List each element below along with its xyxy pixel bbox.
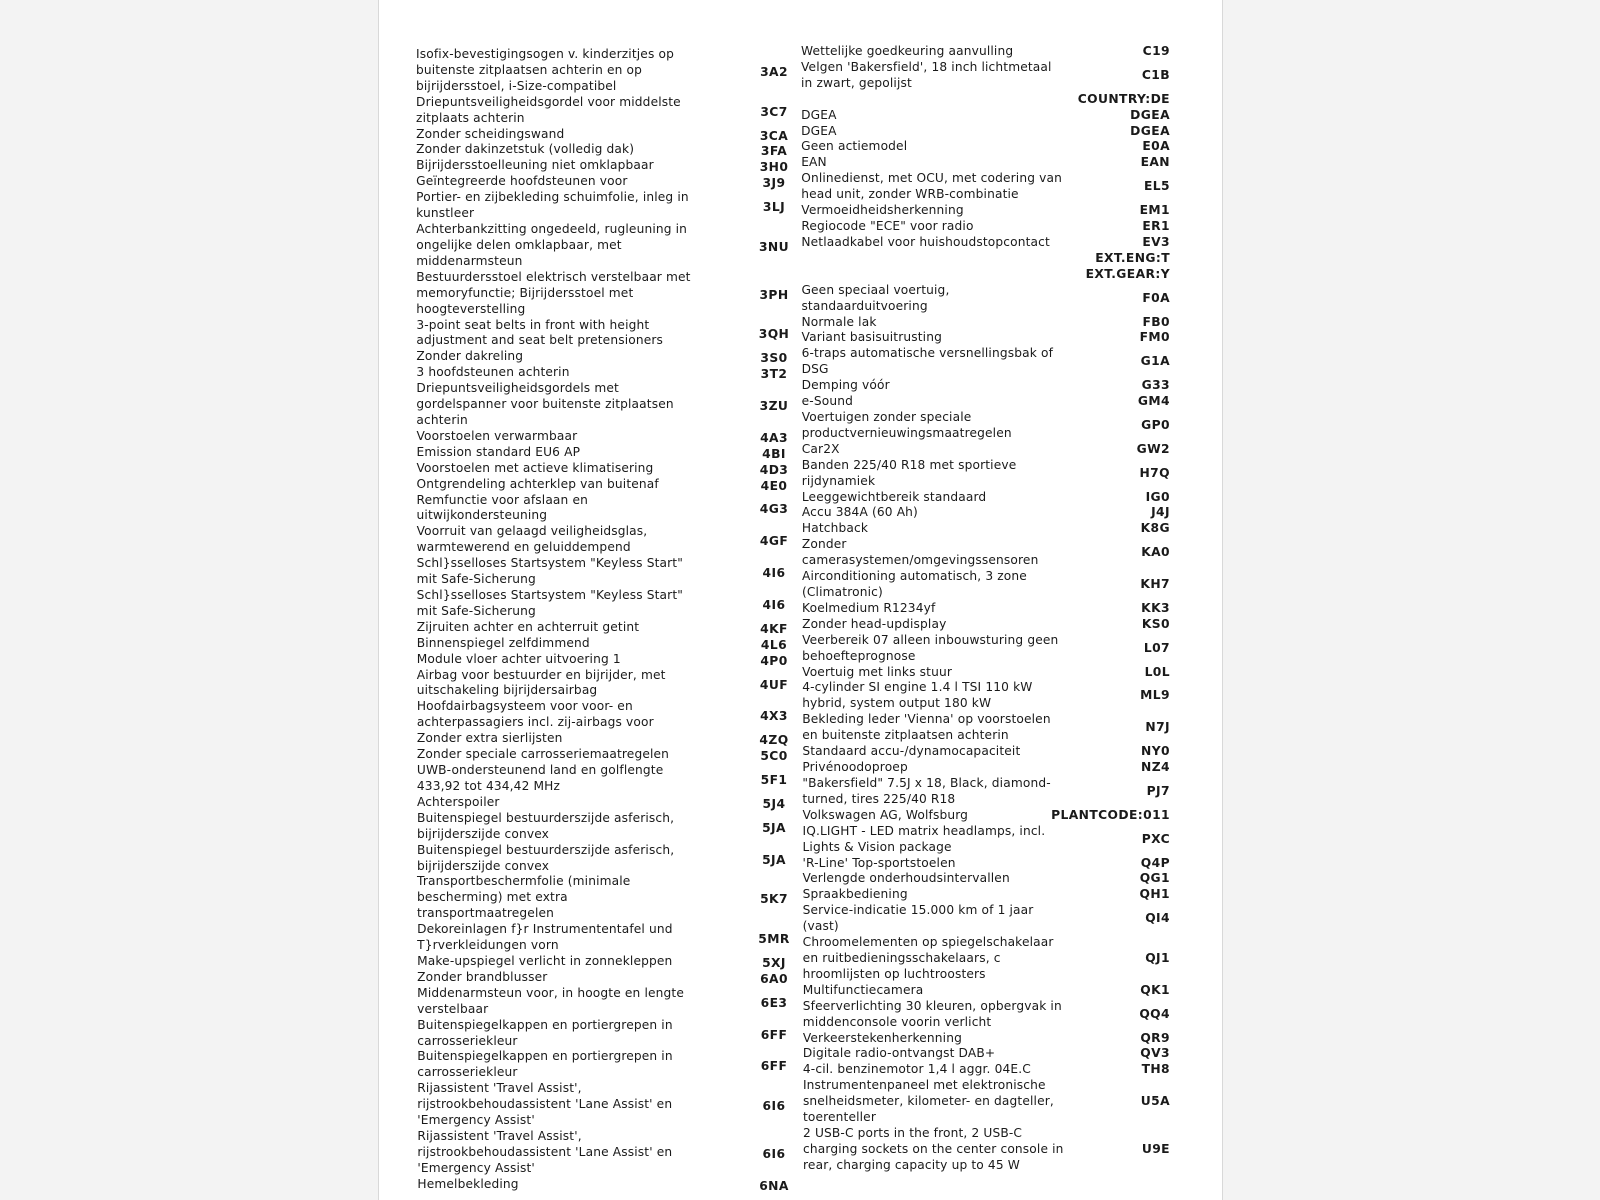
option-code: 6I6 xyxy=(762,1146,786,1161)
option-description xyxy=(802,824,1045,856)
option-description-line: rear, charging capacity up to 45 W xyxy=(803,1157,1020,1172)
option-code: 6FF xyxy=(760,1059,788,1074)
option-code: 6I6 xyxy=(762,1099,786,1114)
option-description xyxy=(802,744,1020,760)
option-code: QH1 xyxy=(1139,887,1170,902)
option-description-line: Geen speciaal voertuig, xyxy=(801,282,950,297)
option-description-line: Module vloer achter uitvoering 1 xyxy=(416,651,621,666)
option-description-line: carrosseriekleur xyxy=(417,1033,518,1048)
option-description-line: verstelbaar xyxy=(417,1001,489,1016)
option-description-line: Portier- en zijbekleding schuimfolie, inleg in xyxy=(416,190,689,205)
option-code: 3S0 xyxy=(760,351,788,366)
option-description-line: (vast) xyxy=(802,919,839,934)
option-description-line: Ontgrendeling achterklep van buitenaf xyxy=(416,476,659,491)
option-description-line: uitschakeling bijrijdersairbag xyxy=(416,683,598,698)
option-code: EAN xyxy=(1140,155,1170,170)
option-description-line: gordelspanner voor buitenste zitplaatsen xyxy=(416,397,674,412)
option-description-line: 4-cil. benzinemotor 1,4 l aggr. 04E.C xyxy=(802,1062,1031,1077)
option-description-line: e-Sound xyxy=(801,394,853,409)
option-description-line: Geen actiemodel xyxy=(801,139,908,154)
option-description-line: behoefteprognose xyxy=(802,648,916,663)
option-code: 4G3 xyxy=(759,502,789,517)
option-code: EXT.ENG:T xyxy=(1095,250,1170,265)
option-description-line: kunstleer xyxy=(416,206,475,221)
option-description-line: Digitale radio-ontvangst DAB+ xyxy=(802,1046,996,1061)
option-description-line: rijstrookbehoudassistent 'Lane Assist' en xyxy=(417,1144,673,1159)
option-description xyxy=(802,458,1017,490)
option-code: KK3 xyxy=(1141,600,1170,615)
option-description-line: Instrumentenpaneel met elektronische xyxy=(802,1078,1046,1093)
option-code: PJ7 xyxy=(1146,783,1170,798)
option-description-line: Bijrijdersstoelleuning niet omklapbaar xyxy=(416,158,654,173)
option-description xyxy=(802,505,918,521)
option-description xyxy=(803,999,1062,1031)
option-description xyxy=(803,887,908,903)
option-description-line: Variant basisuitrusting xyxy=(801,330,942,345)
option-code: GP0 xyxy=(1141,417,1170,432)
option-description-line: Banden 225/40 R18 met sportieve xyxy=(801,457,1017,472)
option-description xyxy=(803,983,924,999)
option-description-line: Zijruiten achter en achterruit getint xyxy=(416,619,640,634)
option-description-line: ongelijke delen omklapbaar, met xyxy=(416,237,622,252)
option-code: 5JA xyxy=(762,820,786,835)
option-description-line: 6-traps automatische versnellingsbak of xyxy=(801,346,1054,361)
option-description-line: Zonder extra sierlijsten xyxy=(416,731,563,746)
option-description xyxy=(802,490,986,506)
option-code: C1B xyxy=(1141,67,1170,82)
option-code: 4ZQ xyxy=(759,733,789,748)
option-description xyxy=(802,394,853,410)
option-description-line: snelheidsmeter, kilometer- en dagteller, xyxy=(802,1094,1054,1109)
option-code: PXC xyxy=(1141,831,1170,846)
option-description-line: Verkeerstekenherkenning xyxy=(802,1030,962,1045)
option-description-line: productvernieuwingsmaatregelen xyxy=(801,425,1012,440)
option-description-line: Rijassistent 'Travel Assist', xyxy=(417,1081,582,1096)
option-code: 5JA xyxy=(762,852,786,867)
option-description-line: zitplaats achterin xyxy=(416,110,525,125)
option-description-line: Zonder speciale carrosseriemaatregelen xyxy=(416,747,670,762)
option-description-line: Airconditioning automatisch, 3 zone xyxy=(801,569,1027,584)
option-description xyxy=(803,903,1034,935)
option-description-line: Voorruit van gelaagd veiligheidsglas, xyxy=(416,524,648,539)
option-description-line: 3-point seat belts in front with height xyxy=(416,317,650,332)
option-description-line: Vermoeidheidsherkenning xyxy=(801,203,964,218)
option-description-line: Accu 384A (60 Ah) xyxy=(801,505,918,520)
option-code: J4J xyxy=(1151,505,1170,520)
option-code: KS0 xyxy=(1141,616,1170,631)
option-code: COUNTRY:DE xyxy=(1077,91,1170,106)
option-description xyxy=(803,1126,1064,1174)
option-description-line: Multifunctiecamera xyxy=(802,982,924,997)
option-description xyxy=(802,712,1050,744)
option-code: 3J9 xyxy=(762,176,786,191)
option-description-line: Verlengde onderhoudsintervallen xyxy=(802,871,1010,886)
option-description xyxy=(801,44,1013,60)
option-description-line: Driepuntsveiligheidsgordels met xyxy=(416,381,619,396)
option-code: 5K7 xyxy=(760,892,788,907)
option-description xyxy=(801,108,836,124)
option-description-line: Rijassistent 'Travel Assist', xyxy=(417,1129,582,1144)
option-description xyxy=(802,808,968,824)
option-description-line: Zonder dakinzetstuk (volledig dak) xyxy=(416,142,635,157)
option-description-line: Zonder dakreling xyxy=(416,349,524,364)
option-code: 3NU xyxy=(758,239,790,254)
option-description xyxy=(801,60,1052,92)
option-description-line: Hoofdairbagsysteem voor voor- en xyxy=(416,699,633,714)
option-description xyxy=(802,315,877,331)
option-code: NY0 xyxy=(1141,744,1170,759)
option-description-line: turned, tires 225/40 R18 xyxy=(802,791,956,806)
option-description xyxy=(802,633,1058,665)
option-code: 6FF xyxy=(760,1027,788,1042)
option-description-line: Buitenspiegel bestuurderszijde asferisch, xyxy=(417,842,675,857)
option-code: GM4 xyxy=(1137,394,1170,409)
option-description-line: Sfeerverlichting 30 kleuren, opbergvak in xyxy=(802,998,1062,1013)
option-description-line: mit Safe-Sicherung xyxy=(416,572,536,587)
option-description-line: en ruitbedieningsschakelaars, c xyxy=(802,950,1001,965)
option-description-line: 4-cylinder SI engine 1.4 l TSI 110 kW xyxy=(802,680,1033,695)
option-description-line: Voertuig met links stuur xyxy=(802,664,952,679)
option-code: L07 xyxy=(1143,640,1170,655)
option-description xyxy=(802,569,1027,601)
option-description-line: hybrid, system output 180 kW xyxy=(802,696,992,711)
option-code: FM0 xyxy=(1139,330,1170,345)
option-code: G1A xyxy=(1140,354,1170,369)
option-code: 4GF xyxy=(759,534,789,549)
option-description-line: Service-indicatie 15.000 km of 1 jaar xyxy=(802,903,1034,918)
option-description-line: bijrijderszijde convex xyxy=(417,858,550,873)
option-code: 4KF xyxy=(760,621,788,636)
option-code: EL5 xyxy=(1144,179,1170,194)
option-code: 4L6 xyxy=(760,637,788,652)
option-code: C19 xyxy=(1142,44,1170,58)
option-description-line: toerenteller xyxy=(802,1110,876,1125)
option-description-line: Schl}sselloses Startsystem "Keyless Start" xyxy=(416,556,683,571)
option-code: L0L xyxy=(1144,664,1170,679)
option-description-line: mit Safe-Sicherung xyxy=(416,603,536,618)
option-description-line: UWB-ondersteunend land en golflengte xyxy=(416,763,664,778)
option-description-line: Hatchback xyxy=(801,521,869,536)
option-code: 5XJ xyxy=(762,955,786,970)
option-code: 4D3 xyxy=(759,462,789,477)
option-code: DGEA xyxy=(1130,123,1170,138)
option-code: 3PH xyxy=(759,287,789,302)
option-description xyxy=(802,378,890,394)
option-code: QR9 xyxy=(1140,1030,1170,1045)
option-description-line: Emission standard EU6 AP xyxy=(416,444,581,459)
option-description-line: DGEA xyxy=(801,107,837,122)
option-code: 6NA xyxy=(759,1178,789,1193)
option-code: 3C7 xyxy=(760,104,788,119)
option-description-line: Bestuurdersstoel elektrisch verstelbaar met xyxy=(416,269,691,284)
option-code: 5F1 xyxy=(760,773,788,787)
option-description-line: adjustment and seat belt pretensioners xyxy=(416,333,664,348)
option-description-line: 2 USB-C ports in the front, 2 USB-C xyxy=(803,1126,1023,1141)
option-description-line: Dekoreinlagen f}r Instrumententafel und xyxy=(417,922,673,937)
option-description-line: Veerbereik 07 alleen inbouwsturing geen xyxy=(802,632,1059,647)
option-description xyxy=(802,760,908,776)
option-code: 4UF xyxy=(759,677,789,692)
option-code: 3QH xyxy=(758,327,790,342)
option-description-line: Zonder head-updisplay xyxy=(802,616,947,631)
option-code: N7J xyxy=(1145,720,1170,735)
option-description-line: Transportbeschermfolie (minimale xyxy=(417,874,631,889)
option-description-line: uitwijkondersteuning xyxy=(416,508,548,523)
option-description-line: Middenarmsteun voor, in hoogte en lengte xyxy=(417,985,684,1000)
option-description xyxy=(803,1046,995,1062)
option-description-line: standaarduitvoering xyxy=(801,298,928,313)
option-code: F0A xyxy=(1142,290,1170,305)
option-code: ML9 xyxy=(1140,688,1170,703)
option-description-line: Chroomelementen op spiegelschakelaar xyxy=(802,935,1054,950)
option-code: 4X3 xyxy=(760,709,788,724)
option-description-line: DGEA xyxy=(801,123,837,138)
option-code: QI4 xyxy=(1145,911,1170,926)
option-description-line: T}rverkleidungen vorn xyxy=(417,938,559,953)
option-code: 5MR xyxy=(758,932,790,947)
option-code: 4BI xyxy=(762,446,786,461)
option-description xyxy=(802,537,1039,569)
option-description xyxy=(801,235,1050,251)
option-description xyxy=(803,1078,1054,1126)
option-description-line: Isofix-bevestigingsogen v. kinderzitjes op xyxy=(416,47,674,61)
option-description xyxy=(802,680,1032,712)
option-description-line: bijrijdersstoel, i-Size-compatibel xyxy=(416,78,617,93)
option-code: QQ4 xyxy=(1139,1006,1170,1021)
option-description xyxy=(803,1062,1031,1078)
option-description-line: Driepuntsveiligheidsgordel voor middelste xyxy=(416,94,681,109)
option-description xyxy=(802,665,952,681)
option-description xyxy=(802,330,942,346)
option-description-line: Zonder scheidingswand xyxy=(416,126,565,141)
option-description-line: Standaard accu-/dynamocapaciteit xyxy=(802,744,1021,759)
option-description xyxy=(802,442,840,458)
option-code: 3T2 xyxy=(760,367,788,382)
option-description-line: Lights & Vision package xyxy=(802,839,952,854)
option-description xyxy=(801,124,836,140)
option-code: H7Q xyxy=(1139,465,1170,480)
option-description-line: buitenste zitplaatsen achterin en op xyxy=(416,62,643,77)
option-description-line: warmtewerend en geluiddempend xyxy=(416,540,631,555)
option-code: PLANTCODE:011 xyxy=(1051,807,1170,822)
option-description-line: 'R-Line' Top-sportstoelen xyxy=(802,855,956,870)
option-description-line: Leeggewichtbereik standaard xyxy=(801,489,987,504)
option-description xyxy=(801,139,907,155)
option-description-line: rijstrookbehoudassistent 'Lane Assist' en xyxy=(417,1097,673,1112)
option-description-line: Zonder xyxy=(801,537,847,552)
option-description-line: Make-upspiegel verlicht in zonnekleppen xyxy=(417,953,673,968)
option-code: TH8 xyxy=(1141,1062,1170,1077)
option-description xyxy=(802,410,1012,442)
option-description xyxy=(803,871,1010,887)
option-description xyxy=(802,776,1050,808)
option-code: EXT.GEAR:Y xyxy=(1085,266,1170,281)
option-description-line: charging sockets on the center console in xyxy=(803,1141,1064,1156)
option-description-line: 'Emergency Assist' xyxy=(417,1113,535,1128)
option-description xyxy=(801,219,973,235)
option-description-line: IQ.LIGHT - LED matrix headlamps, incl. xyxy=(802,823,1046,838)
option-description xyxy=(802,601,935,617)
option-code: 4E0 xyxy=(760,478,788,493)
option-code: 3ZU xyxy=(759,399,789,414)
option-description-line: Velgen 'Bakersfield', 18 inch lichtmetaal xyxy=(801,59,1052,74)
option-code: G33 xyxy=(1141,378,1170,393)
option-description-line: Regiocode "ECE" voor radio xyxy=(801,219,974,234)
option-description-line: Binnenspiegel zelfdimmend xyxy=(416,635,590,650)
option-code: 5C0 xyxy=(760,749,788,764)
option-description-line: Normale lak xyxy=(801,314,877,329)
option-description xyxy=(803,935,1054,983)
option-description-line: Schl}sselloses Startsystem "Keyless Start" xyxy=(416,588,684,602)
option-description-line: Hemelbekleding xyxy=(417,1176,519,1191)
option-code: EV3 xyxy=(1142,234,1170,249)
option-description-line: Bekleding leder 'Vienna' op voorstoelen xyxy=(802,712,1051,727)
option-description-line: middenarmsteun xyxy=(416,253,523,268)
option-description-line: Achterspoiler xyxy=(416,794,500,809)
option-description-line: hroomlijsten op luchtroosters xyxy=(802,966,986,981)
option-description-line: Koelmedium R1234yf xyxy=(802,600,936,615)
option-code: U5A xyxy=(1140,1094,1170,1109)
option-description xyxy=(803,856,956,872)
option-description-line: Car2X xyxy=(801,441,840,456)
option-description-line: 433,92 tot 434,42 MHz xyxy=(416,778,561,793)
option-description-line: 3 hoofdsteunen achterin xyxy=(416,365,570,380)
option-code: 4A3 xyxy=(760,430,788,445)
option-code: EM1 xyxy=(1139,203,1170,218)
option-description-line: Airbag voor bestuurder en bijrijder, met xyxy=(416,667,666,682)
option-description-line: Volkswagen AG, Wolfsburg xyxy=(802,807,969,822)
option-description xyxy=(801,155,827,171)
option-code: 6A0 xyxy=(760,971,788,986)
option-description-line: hoogteverstelling xyxy=(416,301,526,316)
option-description-line: middenconsole voorin verlicht xyxy=(802,1014,992,1029)
option-code: 4I6 xyxy=(762,566,786,581)
option-code: ER1 xyxy=(1142,219,1170,234)
option-description-line: Voorstoelen verwarmbaar xyxy=(416,428,578,443)
option-code: GW2 xyxy=(1136,441,1170,456)
option-description xyxy=(801,283,949,315)
option-description-line: Geïntegreerde hoofdsteunen voor xyxy=(416,174,628,189)
option-description-line: achterpassagiers incl. zij-airbags voor xyxy=(416,715,654,730)
option-description-line: en buitenste zitplaatsen achterin xyxy=(802,728,1009,743)
option-code: 4I6 xyxy=(762,597,786,612)
option-description-line: "Bakersfield" 7.5J x 18, Black, diamond- xyxy=(802,775,1051,790)
option-description xyxy=(802,617,946,633)
option-code: KA0 xyxy=(1141,545,1170,560)
option-code: IG0 xyxy=(1145,489,1170,504)
option-description-line: camerasystemen/omgevingssensoren xyxy=(801,553,1039,568)
option-description-line: Remfunctie voor afslaan en xyxy=(416,492,588,507)
option-code: 3A2 xyxy=(760,64,788,79)
option-description-line: Buitenspiegelkappen en portiergrepen in xyxy=(417,1049,673,1064)
option-description-line: 'Emergency Assist' xyxy=(417,1160,535,1175)
option-description-line: head unit, zonder WRB-combinatie xyxy=(801,187,1019,202)
option-code: QG1 xyxy=(1139,871,1170,886)
option-code: 3CA xyxy=(759,128,789,143)
option-description-line: memoryfunctie; Bijrijdersstoel met xyxy=(416,285,634,300)
option-description xyxy=(802,521,868,537)
option-description-line: Onlinedienst, met OCU, met codering van xyxy=(801,171,1062,186)
option-code: NZ4 xyxy=(1141,760,1170,775)
option-description xyxy=(802,346,1053,378)
option-description-line: Wettelijke goedkeuring aanvulling xyxy=(801,44,1014,58)
option-description-line: transportmaatregelen xyxy=(417,906,555,921)
option-code: KH7 xyxy=(1140,577,1170,592)
option-code: 4P0 xyxy=(760,653,788,668)
option-description-line: (Climatronic) xyxy=(801,585,883,599)
option-description-line: bijrijderszijde convex xyxy=(416,826,550,841)
option-description-line: Zonder brandblusser xyxy=(417,969,548,984)
option-code: QV3 xyxy=(1140,1046,1170,1061)
option-code: 6E3 xyxy=(760,995,788,1010)
option-description-line: in zwart, gepolijst xyxy=(801,75,912,90)
option-code: E0A xyxy=(1142,139,1170,154)
option-description-line: DSG xyxy=(801,362,829,377)
option-description-line: Achterbankzitting ongedeeld, rugleuning in xyxy=(416,222,688,237)
option-description-line: Voertuigen zonder speciale xyxy=(801,409,972,424)
option-description-line: Buitenspiegelkappen en portiergrepen in xyxy=(417,1017,673,1032)
option-code: DGEA xyxy=(1130,107,1170,122)
option-code: 3FA xyxy=(760,144,788,159)
option-code: 3H0 xyxy=(759,160,789,175)
option-description-line: Netlaadkabel voor huishoudstopcontact xyxy=(801,234,1050,249)
option-code: U9E xyxy=(1141,1141,1170,1156)
option-description-line: Demping vóór xyxy=(801,378,890,393)
option-code: FB0 xyxy=(1142,314,1170,329)
option-code: QK1 xyxy=(1140,982,1170,997)
option-description-line: Privénoodoproep xyxy=(802,760,908,775)
option-code: K8G xyxy=(1140,521,1170,536)
option-description-line: rijdynamiek xyxy=(801,473,876,488)
option-description-line: carrosseriekleur xyxy=(417,1065,518,1080)
option-description-line: Voorstoelen met actieve klimatisering xyxy=(416,460,654,475)
option-code: QJ1 xyxy=(1145,950,1170,965)
option-code: 5J4 xyxy=(762,796,786,811)
option-description-line: EAN xyxy=(801,155,827,170)
option-description xyxy=(801,203,963,219)
option-description-line: Spraakbediening xyxy=(802,887,908,902)
option-description-line: Buitenspiegel bestuurderszijde asferisch, xyxy=(416,810,675,825)
option-description-line: bescherming) met extra xyxy=(417,890,568,905)
option-code: 3LJ xyxy=(762,200,786,215)
option-description xyxy=(801,171,1062,203)
option-code: Q4P xyxy=(1140,855,1170,870)
option-description-line: achterin xyxy=(416,412,468,427)
option-description xyxy=(803,1031,962,1047)
